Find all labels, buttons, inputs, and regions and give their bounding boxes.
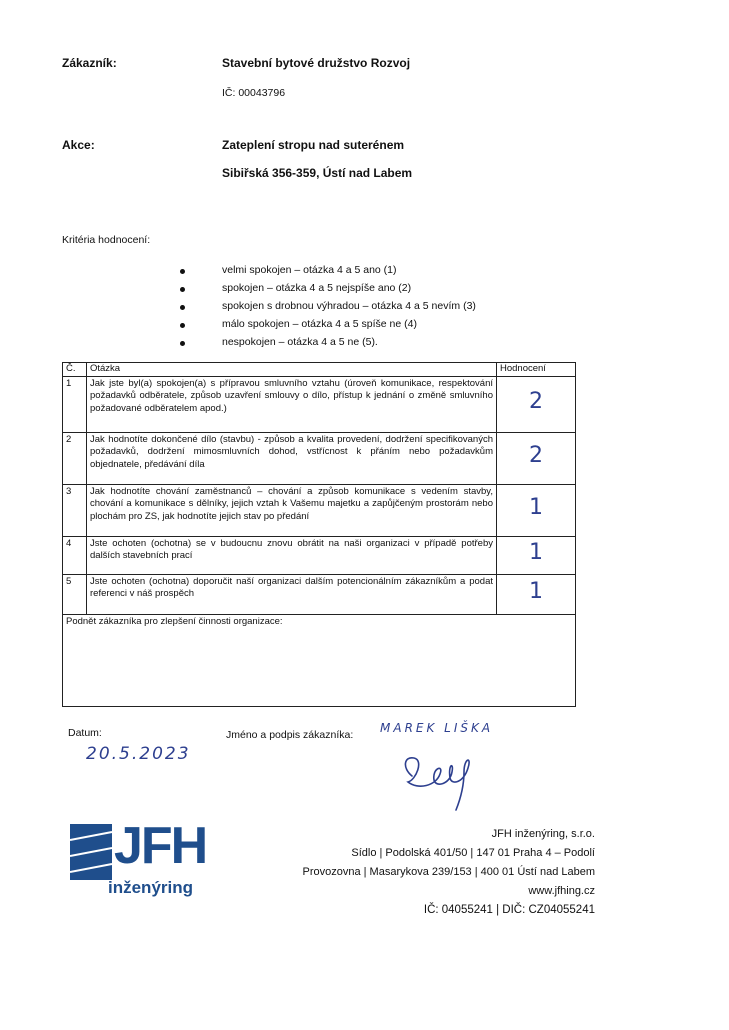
company-name: JFH inženýring, s.r.o. [491, 828, 595, 840]
questionnaire-table [62, 362, 576, 707]
date-value: 20.5.2023 [86, 744, 191, 764]
row-number: 5 [63, 574, 87, 614]
handwritten-rating: 1 [529, 539, 543, 565]
action-title: Zateplení stropu nad suterénem [222, 138, 405, 152]
suggestion-label: Podnět zákazníka pro zlepšení činnosti organizace: [66, 615, 283, 627]
handwritten-rating: 1 [529, 578, 543, 604]
customer-ic: IČ: 00043796 [222, 87, 286, 99]
action-address: Sibiřská 356-359, Ústí nad Labem [222, 166, 413, 180]
header-question: Otázka [87, 363, 497, 377]
logo-letters: JFH [114, 817, 207, 875]
row-rating [497, 376, 576, 432]
company-ids: IČ: 04055241 | DIČ: CZ04055241 [423, 904, 595, 916]
handwritten-rating: 2 [529, 388, 543, 414]
signature-label: Jméno a podpis zákazníka: [226, 729, 354, 741]
row-rating [497, 536, 576, 574]
row-number: 2 [63, 432, 87, 484]
table-row [63, 432, 576, 484]
criteria-item: spokojen s drobnou výhradou – otázka 4 a 5 nevím (3) [180, 300, 476, 318]
signature-image [398, 738, 508, 818]
table-header-row [63, 363, 576, 377]
company-logo [70, 817, 207, 900]
criteria-item: velmi spokojen – otázka 4 a 5 ano (1) [180, 264, 476, 282]
handwritten-rating: 1 [529, 494, 543, 520]
header-no: Č. [63, 363, 87, 377]
handwritten-rating: 2 [529, 442, 543, 468]
criteria-item: nespokojen – otázka 4 a 5 ne (5). [180, 336, 476, 354]
customer-name: Stavební bytové družstvo Rozvoj [222, 56, 411, 70]
company-branch: Provozovna | Masarykova 239/153 | 400 01 Ústí nad Labem [302, 866, 595, 878]
company-seat: Sídlo | Podolská 401/50 | 147 01 Praha 4 – Podolí [351, 847, 595, 859]
criteria-list [180, 264, 476, 354]
company-info [303, 828, 596, 923]
suggestion-row [63, 614, 576, 706]
customer-name-handwritten: MAREK LIŠKA [380, 721, 494, 735]
row-rating [497, 574, 576, 614]
row-question: Jak jste byl(a) spokojen(a) s přípravou smluvního vztahu (úroveň komunikace, respektování požadavků odběratele, způsob uzavření smlouvy o dílo, přístup k jednání o změně smluvního požadované odběratelem apod.) [87, 376, 497, 432]
table-row [63, 484, 576, 536]
row-question: Jste ochoten (ochotna) se v budoucnu znovu obrátit na naši organizaci v případě potřeby dalších stavebních prací [87, 536, 497, 574]
criteria-label: Kritéria hodnocení: [62, 234, 151, 246]
row-rating [497, 432, 576, 484]
action-label: Akce: [62, 138, 95, 152]
date-label: Datum: [68, 727, 102, 739]
table-row [63, 574, 576, 614]
row-question: Jak hodnotíte dokončené dílo (stavbu) - způsob a kvalita provedení, dodržení specifikovaných požadavků, dodržení mimosmluvních dohod, vstřícnost k přáním nebo požadavkům objednatele, předávání díla [87, 432, 497, 484]
criteria-item: spokojen – otázka 4 a 5 nejspíše ano (2) [180, 282, 476, 300]
suggestion-cell [63, 614, 576, 706]
criteria-item: málo spokojen – otázka 4 a 5 spíše ne (4) [180, 318, 476, 336]
row-number: 3 [63, 484, 87, 536]
customer-label: Zákazník: [62, 56, 117, 70]
row-question: Jste ochoten (ochotna) doporučit naší organizaci dalším potencionálním zákazníkům a podat referenci v náš prospěch [87, 574, 497, 614]
row-rating [497, 484, 576, 536]
logo-subtext: inženýring [108, 878, 194, 897]
row-number: 1 [63, 376, 87, 432]
row-number: 4 [63, 536, 87, 574]
company-web: www.jfhing.cz [528, 885, 595, 897]
table-row [63, 536, 576, 574]
row-question: Jak hodnotíte chování zaměstnanců – chování a způsob komunikace s vedením stavby, chování a komunikace s dělníky, jejich vztah k Vašemu majetku a zapůjčeným prostorám nebo plochám pro ZS, jak hodnotíte jejich stav po předání [87, 484, 497, 536]
header-rating: Hodnocení [497, 363, 576, 377]
table-row [63, 376, 576, 432]
